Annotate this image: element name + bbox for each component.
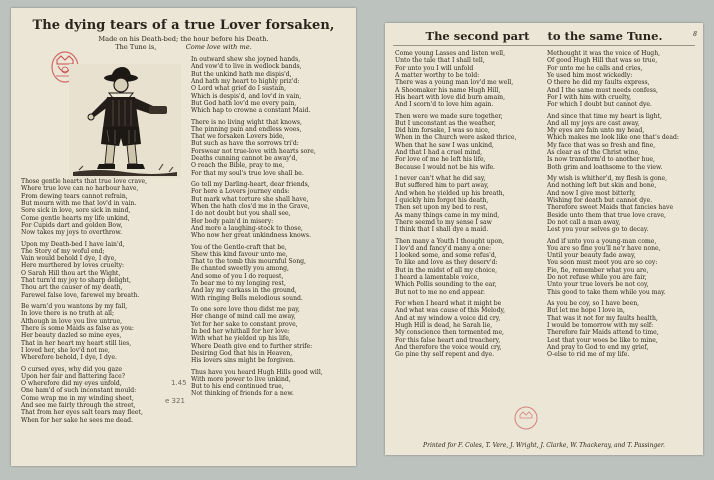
verse-line: But in the midst of all my choice, (395, 266, 498, 274)
verse-line: Deaths cunning cannot be away'd, (191, 155, 298, 163)
verse-line: But such as have the sorrows tri'd: (191, 140, 299, 148)
verse-line: Now takes my joys to overthrow. (21, 229, 122, 237)
verse-line: Upon her fair and flattering face? (21, 372, 126, 380)
verse-line: To like and love as they deserv'd: (395, 259, 498, 267)
verse-line: Which makes me look like one that's dead: (547, 134, 679, 142)
verse-line: Desiring God that his in Heaven, (191, 349, 293, 357)
second-part-label: The second part (425, 29, 530, 43)
verse-line: Thou art the causer of my death, (21, 284, 123, 292)
verse-line: When the hath clos'd me in the Grave, (191, 202, 310, 210)
verse-line: Who now her great unkindness knows. (191, 232, 311, 240)
verse-line: But I unconstant as the weather, (395, 119, 496, 127)
verse-line: Thus have you heard Hugh Hills good will, (191, 368, 323, 376)
verse-line: There is no living wight that knows, (191, 118, 302, 126)
verse-line: Her body pain'd in misery: (191, 217, 274, 225)
verse-line: As clear as of the Christ wine, (547, 149, 640, 157)
verse-line: There was a young man lov'd me well, (395, 79, 514, 87)
verse-line: Wishing for death but cannot dye. (547, 196, 653, 204)
verse-line: O Sarah Hill thou art the Wight, (21, 269, 121, 277)
verse-line: For this false heart and treachery, (395, 336, 501, 344)
verse-line: His heart with love did burn amain, (395, 93, 506, 101)
verse-line: Lest you your selves go to decay. (547, 226, 649, 234)
verse-line: Then set upon my bed to rest, (395, 204, 488, 212)
verse-line: And hath my heart to highly priz'd: (191, 77, 300, 85)
verse-line: My conscience then tormented me, (395, 329, 504, 337)
verse-line: Therefore sweet Maids that fancies have (547, 204, 674, 212)
verse-line: Lest that your woes be like to mine, (547, 336, 658, 344)
verse-line: And since that time my heart is light, (547, 112, 662, 120)
verse-line: I loved her, she lov'd not me, (21, 346, 110, 354)
verse-line: Vain would behold I dye, I dye, (21, 255, 117, 263)
verse-line: Her change of mind call me away, (191, 313, 296, 321)
right-broadside-sheet (385, 23, 703, 455)
verse-line: O wherefore did my eyes unfold, (21, 380, 122, 388)
verse-line: And some of you I do request, (191, 272, 284, 280)
verse-line: That to the tomb this mournful Song, (191, 258, 306, 266)
verse-line: As you be coy, so I have been, (547, 300, 640, 307)
verse-line: Be chanted sweetly you among, (191, 265, 289, 273)
verse-line: Beside unto them that true love crave, (547, 211, 666, 219)
verse-line: Methought it was the voice of Hugh, (547, 50, 661, 57)
verse-line: Which is despis'd, and lov'd in vain, (191, 92, 302, 100)
verse-line: With more power to live unkind, (191, 375, 291, 383)
verse-line: With what he yielded up his life, (191, 335, 291, 343)
verse-line: There seemd to my sense I saw (395, 218, 492, 226)
verse-line: For unto me he calls and cries, (547, 64, 643, 72)
verse-line: Yet for her sake to constant prove, (191, 320, 298, 328)
verse-line: Is now transform'd to another hue, (547, 156, 655, 164)
verse-line: There is some Maids as false as you: (21, 324, 134, 332)
verse-line: The pinning pain and endless woes, (191, 125, 302, 133)
verse-line: But mourn with me that lov'd in vain. (21, 199, 137, 207)
printer-imprint: Printed for F. Coles, T. Vere, J. Wright, J. Clarke, W. Thackeray, and T. Passinger. (423, 442, 665, 449)
verse-line: To bear me to my longing rest, (191, 280, 286, 288)
woodcut-figure-illustration (69, 64, 181, 178)
verse-line: And that I had a cruel mind, (395, 149, 483, 157)
verse-line: O cursed eyes, why did you gaze (21, 365, 122, 373)
verse-line: For that my soul's true love shall be. (191, 169, 304, 177)
verse-line: That was it not for my faults health, (547, 314, 658, 322)
verse-line: That we forsaken Lovers bide, (191, 133, 285, 141)
verse-line: Her beauty dazled so mine eyes, (21, 332, 122, 340)
verse-line: Because I would not be his wife. (395, 163, 495, 171)
verse-line: For unto you I will unfold (395, 64, 474, 72)
verse-line: For when I heard what it might be (395, 300, 502, 307)
verse-line: And at my window a voice did cry, (395, 314, 501, 322)
verse-line: You are so fine you'll ne'r have none, (547, 244, 661, 252)
verse-line: Did him forsake, I was so nice, (395, 127, 490, 135)
verse-line: But suffered him to part away, (395, 182, 489, 190)
verse-line: Sore sick in love, sore sick in mind, (21, 207, 131, 215)
library-stamp-icon (513, 405, 539, 431)
verse-line: Shew this kind favour unto me, (191, 250, 288, 258)
verse-line: My wish is whither'd, my flesh is gone, (547, 175, 668, 182)
tune-name: Come love with me. (185, 43, 252, 51)
left-broadside-sheet (11, 8, 356, 466)
verse-line: Unto your true lovers be not coy, (547, 281, 649, 289)
verse-line: And more a laughing-stock to those, (191, 224, 303, 232)
verse-line: I heard a lamentable voice, (395, 274, 480, 282)
verse-line: Therefore fair Maids attend to time, (547, 329, 659, 337)
verse-line: Then were we made sure together, (395, 112, 503, 120)
verse-line: O there he did my faults express, (547, 79, 650, 87)
pencil-note: 1.45 (171, 379, 187, 387)
verse-line: The Story of my woful end; (21, 247, 105, 255)
verse-line: I do not doubt but you shall see, (191, 210, 291, 218)
verse-line: You soon must meet you are so coy: (547, 259, 658, 267)
verse-line: I looked some, and some refus'd, (395, 252, 497, 260)
verse-line: And therefore the voice would cry, (395, 343, 502, 351)
verse-line: In love there is no truth at all; (21, 310, 115, 318)
verse-line: Although in love you live untrue, (21, 317, 123, 325)
verse-line: When for her sake he sees me dead. (21, 416, 133, 424)
verse-line: In bed her whithall for her love: (191, 327, 290, 335)
verse-line: My eyes are fain unto my head, (547, 127, 645, 135)
title-rule (393, 45, 695, 46)
pencil-note: e 321 (165, 397, 185, 405)
verse-line: And if unto you a young-man come, (547, 237, 657, 245)
verse-line: I think that I shall dye a maid. (395, 226, 489, 234)
verse-line: But to his end continued true, (191, 383, 284, 391)
ballad-subtitle: Made on his Death-bed; the hour before his Death. (98, 35, 269, 43)
verse-line: For which I doubt but cannot dye. (547, 101, 652, 109)
verse-line: Hugh Hill is dead, he Sarah lie, (395, 321, 493, 329)
left-verse-column-2 (191, 56, 351, 460)
verse-line: And I the same must needs confess, (547, 86, 658, 94)
verse-line: But God hath lov'd me every pain, (191, 99, 297, 107)
verse-line: I never can't what he did say, (395, 175, 486, 182)
verse-line: Here murthered by loves cruelty: (21, 262, 125, 270)
verse-line: I would be tomorrow with my self: (547, 321, 654, 329)
verse-line: Fie, fie, remember what you are, (547, 266, 649, 274)
verse-line: Be warn'd you wantons by my fall, (21, 303, 128, 310)
verse-line: Ye used him most wickedly: (547, 71, 633, 79)
verse-line: For I with him with cruelty, (547, 93, 632, 101)
verse-line: When in the Church were asked thrice, (395, 134, 517, 142)
verse-line: But mark what torture she shall have, (191, 195, 309, 203)
verse-line: Do not call a man away, (547, 218, 621, 226)
verse-line: And what was cause of this Melody, (395, 307, 506, 315)
verse-line: Come wrap me in my winding sheet, (21, 394, 134, 402)
verse-line: Upon my Death-bed I have lain'd, (21, 240, 125, 248)
verse-line: Both grim and loathsome to the view. (547, 163, 663, 171)
verse-line: Until your beauty fade away, (547, 252, 636, 260)
verse-line: His lovers sins might be forgiven. (191, 357, 296, 365)
verse-line: Where true love can no harbour have, (21, 185, 139, 193)
verse-line: For here a Lovers journey ends: (191, 188, 290, 196)
verse-line: Wherefore behold, I dye, I dye. (21, 354, 117, 362)
verse-line: I quickly him forgot his death, (395, 196, 489, 204)
verse-line: I lov'd and fancy'd many a one: (395, 244, 492, 252)
verse-line: Those gentle hearts that true love crave, (21, 178, 148, 185)
verse-line: And lay my carkass in the ground, (191, 287, 297, 295)
verse-line: This good to take them while you may. (547, 288, 666, 296)
verse-line: O-else to rid me of my life. (547, 351, 630, 359)
verse-line: In outward shew she joyned hands, (191, 56, 301, 63)
verse-line: Come young Lasses and listen well, (395, 50, 506, 57)
verse-line: That from her eyes salt tears may fleet, (21, 409, 143, 417)
verse-line: But let me hope I love in, (547, 307, 625, 315)
verse-line: Do not refuse while you are fair, (547, 274, 647, 282)
verse-line: Which hap to crowne a constant Maid. (191, 107, 311, 115)
verse-line: O reach the Bible, pray to me, (191, 162, 285, 170)
right-verse-column-2 (547, 50, 697, 440)
verse-line: Of good Hugh Hill that was so true, (547, 57, 658, 65)
verse-line: Go tell my Darling-heart, dear friends, (191, 181, 310, 188)
left-verse-column-1 (21, 178, 186, 458)
verse-line: And nothing left but skin and bone, (547, 182, 657, 190)
verse-line: My face that was so fresh and fine, (547, 141, 656, 149)
verse-line: Farewel false love, farewel my breath. (21, 291, 140, 299)
verse-line: From dewing tears cannot refrain, (21, 192, 128, 200)
verse-line: One ham'd of such inconstant mould: (21, 387, 137, 395)
verse-line: Where Death give end to further strife: (191, 342, 313, 350)
verse-line: But not to me no end appear. (395, 288, 485, 296)
verse-line: And I scorn'd to love him again. (395, 101, 494, 109)
verse-line: Then many a Youth I thought upon, (395, 237, 505, 245)
verse-line: A Shoomaker his name Hugh Hill, (395, 86, 501, 94)
verse-line: You of the Gentle-craft that be, (191, 243, 287, 251)
verse-line: To one sore love thou didst me pay, (191, 306, 300, 313)
verse-line: And see me fairly through the street, (21, 402, 136, 410)
verse-line: And pray to God to end my grief, (547, 343, 649, 351)
page-mark: 8 (693, 31, 697, 38)
verse-line: Unto the tale that I shall tell, (395, 57, 485, 65)
tune-label: The Tune is, (115, 43, 157, 51)
verse-line: Come gentle hearts my life unkind, (21, 214, 130, 222)
ballad-title: The dying tears of a true Lover forsaken, (32, 18, 335, 33)
verse-line: And now I give most bitterly, (547, 189, 636, 197)
verse-line: Not thinking of friends for a new. (191, 390, 294, 398)
verse-line: O Lord what grief do I sustain, (191, 85, 287, 93)
verse-line: With ringing Bells melodious sound. (191, 294, 303, 302)
second-part-title (385, 29, 703, 43)
verse-line: Which Pollis sounding to the ear, (395, 281, 497, 289)
verse-line: Forswear not true-love with hearts sore, (191, 147, 316, 155)
verse-line: For Cupids dart and golden Bow, (21, 221, 123, 229)
verse-line: Go pine thy self repent and dye. (395, 351, 495, 359)
verse-line: As many things came in my mind, (395, 211, 500, 219)
verse-line: When that he saw I was unkind, (395, 141, 494, 149)
verse-line: That in her heart my heart still lies, (21, 339, 132, 347)
verse-line: A matter worthy to be told: (395, 71, 480, 79)
verse-line: And vow'd to live in wedlock bands, (191, 63, 302, 71)
right-verse-column-1 (395, 50, 543, 440)
verse-line: And when he yielded up his breath, (395, 189, 505, 197)
verse-line: For love of me he left his life, (395, 156, 486, 164)
verse-line: And all my joys are cast away, (547, 119, 640, 127)
verse-line: But the unkind hath me dispis'd, (191, 70, 292, 78)
second-part-tune: to the same Tune. (547, 29, 663, 43)
verse-line: That turn'd my joy to sharp delight, (21, 277, 131, 285)
